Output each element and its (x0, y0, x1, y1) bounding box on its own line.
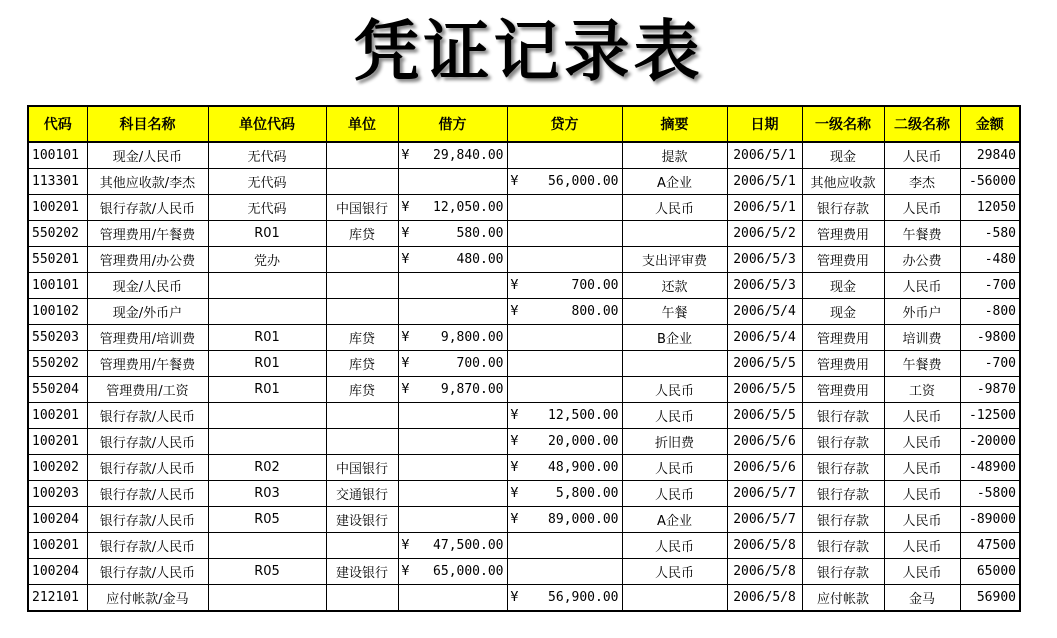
cell-unit[interactable] (326, 585, 398, 612)
cell-summary[interactable]: 人民币 (622, 559, 727, 585)
table-row[interactable] (28, 533, 1020, 559)
cell-code[interactable]: 100201 (28, 195, 87, 221)
cell-level1[interactable]: 管理费用 (802, 325, 884, 351)
cell-debit[interactable] (398, 351, 507, 377)
cell-level1[interactable]: 管理费用 (802, 377, 884, 403)
cell-account[interactable]: 管理费用/办公费 (87, 247, 208, 273)
cell-summary[interactable]: 人民币 (622, 377, 727, 403)
cell-amount[interactable]: -5800 (960, 481, 1020, 507)
cell-credit[interactable] (507, 481, 622, 507)
cell-level1[interactable]: 管理费用 (802, 351, 884, 377)
cell-code[interactable]: 100201 (28, 429, 87, 455)
cell-debit[interactable] (398, 403, 507, 429)
money-value: 5,800.00 (555, 486, 619, 501)
cell-debit[interactable] (398, 481, 507, 507)
cell-credit[interactable] (507, 325, 622, 351)
cell-debit[interactable] (398, 507, 507, 533)
cell-level1[interactable]: 银行存款 (802, 403, 884, 429)
cell-level1[interactable]: 现金 (802, 142, 884, 169)
cell-unit[interactable]: 库贷 (326, 377, 398, 403)
money-value: 48,900.00 (548, 460, 619, 475)
cell-credit[interactable] (507, 169, 622, 195)
cell-level2[interactable]: 金马 (884, 585, 960, 612)
cell-account[interactable]: 管理费用/培训费 (87, 325, 208, 351)
cell-credit[interactable] (507, 377, 622, 403)
cell-level2[interactable]: 人民币 (884, 429, 960, 455)
table-row[interactable] (28, 429, 1020, 455)
cell-summary[interactable]: 支出评审费 (622, 247, 727, 273)
cell-amount[interactable]: -12500 (960, 403, 1020, 429)
money-value: 56,900.00 (548, 590, 619, 605)
cell-date[interactable]: 2006/5/5 (727, 403, 802, 429)
cell-date[interactable]: 2006/5/1 (727, 142, 802, 169)
cell-date[interactable]: 2006/5/1 (727, 169, 802, 195)
cell-account[interactable]: 管理费用/工资 (87, 377, 208, 403)
currency-symbol: ¥ (401, 538, 410, 553)
column-header[interactable]: 借方 (398, 106, 507, 142)
currency-symbol: ¥ (510, 512, 519, 527)
cell-account[interactable]: 其他应收款/李杰 (87, 169, 208, 195)
table-row[interactable] (28, 247, 1020, 273)
cell-level1[interactable]: 银行存款 (802, 455, 884, 481)
table-row[interactable] (28, 507, 1020, 533)
cell-unit-code[interactable]: R05 (208, 507, 326, 533)
cell-credit[interactable] (507, 351, 622, 377)
cell-debit[interactable] (398, 429, 507, 455)
cell-debit[interactable] (398, 247, 507, 273)
cell-credit[interactable] (507, 142, 622, 169)
cell-code[interactable]: 113301 (28, 169, 87, 195)
cell-level2[interactable]: 培训费 (884, 325, 960, 351)
currency-symbol: ¥ (510, 408, 519, 423)
cell-level1[interactable]: 银行存款 (802, 559, 884, 585)
cell-unit[interactable]: 交通银行 (326, 481, 398, 507)
cell-amount[interactable]: -89000 (960, 507, 1020, 533)
cell-amount[interactable]: -9870 (960, 377, 1020, 403)
cell-level1[interactable]: 银行存款 (802, 429, 884, 455)
cell-unit-code[interactable]: 党办 (208, 247, 326, 273)
column-header[interactable]: 单位代码 (208, 106, 326, 142)
cell-code[interactable]: 550202 (28, 351, 87, 377)
cell-date[interactable]: 2006/5/3 (727, 273, 802, 299)
cell-unit-code[interactable]: R03 (208, 481, 326, 507)
table-row[interactable] (28, 481, 1020, 507)
currency-symbol: ¥ (510, 486, 519, 501)
cell-amount[interactable]: -700 (960, 351, 1020, 377)
cell-date[interactable]: 2006/5/3 (727, 247, 802, 273)
cell-unit[interactable] (326, 273, 398, 299)
cell-debit[interactable] (398, 325, 507, 351)
money-value: 89,000.00 (548, 512, 619, 527)
cell-code[interactable]: 550203 (28, 325, 87, 351)
cell-summary[interactable]: 人民币 (622, 481, 727, 507)
cell-amount[interactable]: -800 (960, 299, 1020, 325)
cell-unit[interactable] (326, 533, 398, 559)
cell-date[interactable]: 2006/5/8 (727, 559, 802, 585)
cell-amount[interactable]: 56900 (960, 585, 1020, 612)
cell-amount[interactable]: 12050 (960, 195, 1020, 221)
cell-unit[interactable] (326, 247, 398, 273)
cell-level1[interactable]: 管理费用 (802, 247, 884, 273)
cell-level2[interactable]: 人民币 (884, 559, 960, 585)
cell-code[interactable]: 100201 (28, 533, 87, 559)
cell-debit[interactable] (398, 221, 507, 247)
cell-debit[interactable] (398, 142, 507, 169)
cell-code[interactable]: 100201 (28, 403, 87, 429)
cell-unit[interactable]: 库贷 (326, 351, 398, 377)
cell-unit-code[interactable] (208, 429, 326, 455)
cell-unit[interactable]: 中国银行 (326, 455, 398, 481)
page-title: 凭证记录表 (353, 12, 704, 90)
cell-debit[interactable] (398, 195, 507, 221)
cell-amount[interactable]: -20000 (960, 429, 1020, 455)
cell-credit[interactable] (507, 559, 622, 585)
money-value: 700.00 (456, 356, 504, 371)
cell-level2[interactable]: 办公费 (884, 247, 960, 273)
table-row[interactable] (28, 559, 1020, 585)
cell-unit[interactable] (326, 403, 398, 429)
cell-amount[interactable]: -48900 (960, 455, 1020, 481)
currency-symbol: ¥ (401, 330, 410, 345)
currency-symbol: ¥ (401, 356, 410, 371)
cell-debit[interactable] (398, 273, 507, 299)
currency-symbol: ¥ (401, 382, 410, 397)
cell-summary[interactable]: 折旧费 (622, 429, 727, 455)
cell-level2[interactable]: 人民币 (884, 273, 960, 299)
cell-account[interactable]: 银行存款/人民币 (87, 195, 208, 221)
cell-date[interactable]: 2006/5/4 (727, 325, 802, 351)
cell-summary[interactable]: 提款 (622, 142, 727, 169)
cell-unit[interactable]: 建设银行 (326, 559, 398, 585)
cell-credit[interactable] (507, 403, 622, 429)
column-header[interactable]: 单位 (326, 106, 398, 142)
table-row[interactable] (28, 221, 1020, 247)
cell-unit[interactable]: 库贷 (326, 221, 398, 247)
cell-unit-code[interactable]: R02 (208, 455, 326, 481)
table-body (28, 142, 1020, 611)
cell-amount[interactable]: -700 (960, 273, 1020, 299)
table-row[interactable] (28, 351, 1020, 377)
cell-date[interactable]: 2006/5/7 (727, 481, 802, 507)
cell-level1[interactable]: 银行存款 (802, 195, 884, 221)
cell-code[interactable]: 100102 (28, 299, 87, 325)
cell-credit[interactable] (507, 507, 622, 533)
cell-date[interactable]: 2006/5/5 (727, 377, 802, 403)
table-row[interactable] (28, 273, 1020, 299)
cell-level2[interactable]: 李杰 (884, 169, 960, 195)
cell-unit-code[interactable]: R01 (208, 325, 326, 351)
currency-symbol: ¥ (510, 304, 519, 319)
cell-code[interactable]: 100204 (28, 507, 87, 533)
cell-account[interactable]: 现金/人民币 (87, 142, 208, 169)
cell-unit[interactable]: 中国银行 (326, 195, 398, 221)
table-row[interactable] (28, 169, 1020, 195)
cell-level2[interactable]: 人民币 (884, 533, 960, 559)
cell-unit-code[interactable]: 无代码 (208, 169, 326, 195)
cell-date[interactable]: 2006/5/2 (727, 221, 802, 247)
table-row[interactable] (28, 195, 1020, 221)
money-value: 9,800.00 (440, 330, 504, 345)
cell-unit-code[interactable]: 无代码 (208, 195, 326, 221)
column-header[interactable]: 一级名称 (802, 106, 884, 142)
cell-unit[interactable]: 库贷 (326, 325, 398, 351)
cell-code[interactable]: 100101 (28, 142, 87, 169)
cell-unit-code[interactable] (208, 299, 326, 325)
cell-level1[interactable]: 现金 (802, 273, 884, 299)
cell-account[interactable]: 应付帐款/金马 (87, 585, 208, 612)
cell-level2[interactable]: 午餐费 (884, 221, 960, 247)
currency-symbol: ¥ (510, 460, 519, 475)
money-value: 12,050.00 (433, 200, 504, 215)
cell-unit-code[interactable]: R05 (208, 559, 326, 585)
cell-level2[interactable]: 人民币 (884, 455, 960, 481)
table-row[interactable] (28, 455, 1020, 481)
currency-symbol: ¥ (510, 174, 519, 189)
cell-summary[interactable] (622, 351, 727, 377)
cell-amount[interactable]: 65000 (960, 559, 1020, 585)
cell-level1[interactable]: 银行存款 (802, 533, 884, 559)
table-row[interactable] (28, 142, 1020, 169)
cell-unit[interactable] (326, 429, 398, 455)
cell-date[interactable]: 2006/5/6 (727, 429, 802, 455)
cell-date[interactable]: 2006/5/7 (727, 507, 802, 533)
cell-level2[interactable]: 人民币 (884, 195, 960, 221)
cell-unit-code[interactable]: R01 (208, 221, 326, 247)
column-header[interactable]: 摘要 (622, 106, 727, 142)
cell-date[interactable]: 2006/5/6 (727, 455, 802, 481)
money-value: 480.00 (456, 252, 504, 267)
cell-account[interactable]: 管理费用/午餐费 (87, 351, 208, 377)
cell-code[interactable]: 212101 (28, 585, 87, 612)
cell-code[interactable]: 100204 (28, 559, 87, 585)
cell-unit-code[interactable]: R01 (208, 377, 326, 403)
cell-unit[interactable]: 建设银行 (326, 507, 398, 533)
table-row[interactable] (28, 299, 1020, 325)
cell-summary[interactable]: 人民币 (622, 533, 727, 559)
cell-summary[interactable]: 还款 (622, 273, 727, 299)
cell-debit[interactable] (398, 169, 507, 195)
table-row[interactable] (28, 377, 1020, 403)
cell-credit[interactable] (507, 195, 622, 221)
cell-account[interactable]: 银行存款/人民币 (87, 559, 208, 585)
cell-summary[interactable]: 人民币 (622, 403, 727, 429)
cell-account[interactable]: 现金/人民币 (87, 273, 208, 299)
cell-level1[interactable]: 现金 (802, 299, 884, 325)
cell-unit-code[interactable]: 无代码 (208, 142, 326, 169)
cell-date[interactable]: 2006/5/1 (727, 195, 802, 221)
cell-date[interactable]: 2006/5/4 (727, 299, 802, 325)
cell-date[interactable]: 2006/5/5 (727, 351, 802, 377)
cell-unit[interactable] (326, 142, 398, 169)
cell-account[interactable]: 银行存款/人民币 (87, 455, 208, 481)
cell-credit[interactable] (507, 585, 622, 612)
money-value: 800.00 (571, 304, 619, 319)
cell-level2[interactable]: 人民币 (884, 403, 960, 429)
cell-code[interactable]: 100202 (28, 455, 87, 481)
cell-date[interactable]: 2006/5/8 (727, 585, 802, 612)
cell-account[interactable]: 管理费用/午餐费 (87, 221, 208, 247)
currency-symbol: ¥ (401, 252, 410, 267)
cell-debit[interactable] (398, 299, 507, 325)
cell-amount[interactable]: 47500 (960, 533, 1020, 559)
cell-credit[interactable] (507, 299, 622, 325)
cell-unit[interactable] (326, 299, 398, 325)
cell-debit[interactable] (398, 455, 507, 481)
cell-unit-code[interactable] (208, 533, 326, 559)
cell-debit[interactable] (398, 533, 507, 559)
table-row[interactable] (28, 403, 1020, 429)
cell-debit[interactable] (398, 585, 507, 612)
cell-summary[interactable] (622, 221, 727, 247)
column-header[interactable]: 代码 (28, 106, 87, 142)
cell-summary[interactable]: 午餐 (622, 299, 727, 325)
cell-credit[interactable] (507, 247, 622, 273)
currency-symbol: ¥ (401, 148, 410, 163)
cell-amount[interactable]: -480 (960, 247, 1020, 273)
table-row[interactable] (28, 585, 1020, 612)
cell-unit[interactable] (326, 169, 398, 195)
cell-account[interactable]: 银行存款/人民币 (87, 481, 208, 507)
cell-level2[interactable]: 工资 (884, 377, 960, 403)
cell-level2[interactable]: 人民币 (884, 507, 960, 533)
money-value: 20,000.00 (548, 434, 619, 449)
cell-amount[interactable]: 29840 (960, 142, 1020, 169)
cell-amount[interactable]: -580 (960, 221, 1020, 247)
money-value: 700.00 (571, 278, 619, 293)
cell-date[interactable]: 2006/5/8 (727, 533, 802, 559)
cell-credit[interactable] (507, 455, 622, 481)
cell-level1[interactable]: 其他应收款 (802, 169, 884, 195)
cell-account[interactable]: 银行存款/人民币 (87, 429, 208, 455)
cell-amount[interactable]: -9800 (960, 325, 1020, 351)
column-header[interactable]: 二级名称 (884, 106, 960, 142)
cell-summary[interactable]: A企业 (622, 169, 727, 195)
currency-symbol: ¥ (510, 278, 519, 293)
cell-account[interactable]: 银行存款/人民币 (87, 507, 208, 533)
cell-level2[interactable]: 人民币 (884, 142, 960, 169)
cell-account[interactable]: 银行存款/人民币 (87, 403, 208, 429)
cell-level1[interactable]: 银行存款 (802, 481, 884, 507)
cell-summary[interactable]: B企业 (622, 325, 727, 351)
column-header[interactable]: 日期 (727, 106, 802, 142)
cell-credit[interactable] (507, 221, 622, 247)
cell-unit-code[interactable] (208, 403, 326, 429)
cell-unit-code[interactable] (208, 585, 326, 612)
cell-level2[interactable]: 午餐费 (884, 351, 960, 377)
cell-code[interactable]: 550201 (28, 247, 87, 273)
column-header[interactable]: 科目名称 (87, 106, 208, 142)
cell-credit[interactable] (507, 429, 622, 455)
cell-summary[interactable] (622, 585, 727, 612)
cell-summary[interactable]: A企业 (622, 507, 727, 533)
money-value: 9,870.00 (440, 382, 504, 397)
cell-credit[interactable] (507, 273, 622, 299)
cell-amount[interactable]: -56000 (960, 169, 1020, 195)
currency-symbol: ¥ (401, 564, 410, 579)
cell-level2[interactable]: 人民币 (884, 481, 960, 507)
cell-unit-code[interactable] (208, 273, 326, 299)
header-row (28, 106, 1020, 142)
cell-level1[interactable]: 应付帐款 (802, 585, 884, 612)
cell-debit[interactable] (398, 377, 507, 403)
voucher-table (27, 105, 1021, 612)
money-value: 12,500.00 (548, 408, 619, 423)
cell-summary[interactable]: 人民币 (622, 455, 727, 481)
currency-symbol: ¥ (401, 200, 410, 215)
money-value: 580.00 (456, 226, 504, 241)
cell-level1[interactable]: 管理费用 (802, 221, 884, 247)
cell-code[interactable]: 100101 (28, 273, 87, 299)
table-row[interactable] (28, 325, 1020, 351)
cell-code[interactable]: 100203 (28, 481, 87, 507)
cell-account[interactable]: 银行存款/人民币 (87, 533, 208, 559)
cell-credit[interactable] (507, 533, 622, 559)
column-header[interactable]: 金额 (960, 106, 1020, 142)
cell-code[interactable]: 550202 (28, 221, 87, 247)
currency-symbol: ¥ (401, 226, 410, 241)
money-value: 47,500.00 (433, 538, 504, 553)
cell-summary[interactable]: 人民币 (622, 195, 727, 221)
money-value: 56,000.00 (548, 174, 619, 189)
cell-level1[interactable]: 银行存款 (802, 507, 884, 533)
cell-account[interactable]: 现金/外币户 (87, 299, 208, 325)
money-value: 65,000.00 (433, 564, 504, 579)
currency-symbol: ¥ (510, 590, 519, 605)
cell-unit-code[interactable]: R01 (208, 351, 326, 377)
column-header[interactable]: 贷方 (507, 106, 622, 142)
cell-debit[interactable] (398, 559, 507, 585)
money-value: 29,840.00 (433, 148, 504, 163)
cell-code[interactable]: 550204 (28, 377, 87, 403)
currency-symbol: ¥ (510, 434, 519, 449)
cell-level2[interactable]: 外币户 (884, 299, 960, 325)
